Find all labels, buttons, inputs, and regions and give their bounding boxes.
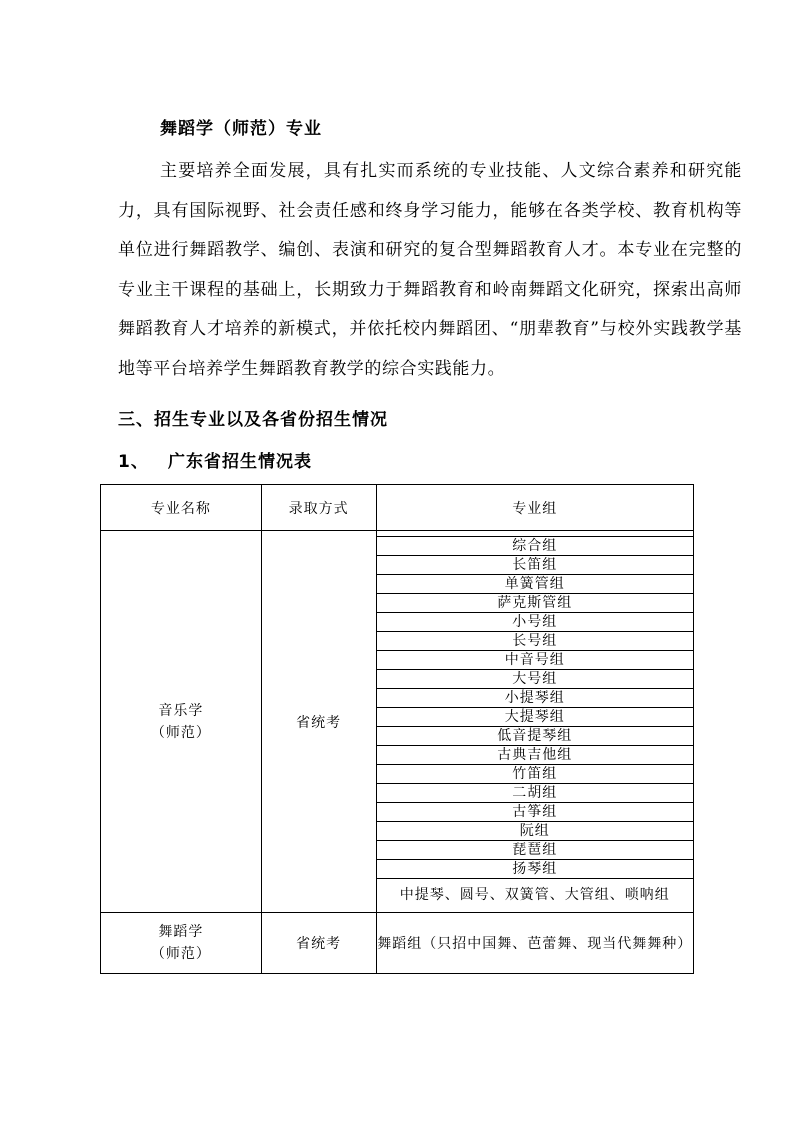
list-item: 大号组	[377, 670, 693, 689]
list-item: 古筝组	[377, 803, 693, 822]
major-group-cell: 舞蹈组（只招中国舞、芭蕾舞、现当代舞舞种）	[376, 913, 693, 974]
list-item: 单簧管组	[377, 575, 693, 594]
table-row	[101, 531, 694, 913]
list-item: 二胡组	[377, 784, 693, 803]
list-item: 萨克斯管组	[377, 594, 693, 613]
major-name: 音乐学	[158, 702, 204, 719]
table-header-row	[101, 485, 694, 531]
list-item: 扬琴组	[377, 860, 693, 879]
major-name-suffix: （师范）	[150, 724, 211, 741]
major-heading: 舞蹈学（师范）专业	[160, 119, 322, 139]
admission-table	[100, 484, 694, 974]
list-item: 阮组	[377, 822, 693, 841]
major-name-cell	[101, 531, 262, 913]
section-heading: 三、招生专业以及各省份招生情况	[118, 410, 388, 430]
list-item: 中音号组	[377, 651, 693, 670]
list-item: 竹笛组	[377, 765, 693, 784]
major-group-cell	[376, 531, 693, 913]
sub-heading-text: 广东省招生情况表	[168, 452, 312, 472]
major-name-suffix: （师范）	[150, 946, 211, 962]
header-admission-method: 录取方式	[261, 485, 376, 531]
sub-heading-number: 1、	[118, 452, 149, 472]
major-description: 主要培养全面发展，具有扎实而系统的专业技能、人文综合素养和研究能力，具有国际视野、社会责任感和终身学习能力，能够在各类学校、教育机构等单位进行舞蹈教学、编创、表演和研究的复合型舞蹈教育人才。本专业在完整的专业主干课程的基础上，长期致力于舞蹈教育和岭南舞蹈文化研究，探索出高师舞蹈教育人才培养的新模式，并依托校内舞蹈团、“朋辈教育”与校外实践教学基地等平台培养学生舞蹈教育教学的综合实践能力。	[118, 161, 742, 379]
major-name: 舞蹈学	[158, 924, 204, 940]
admission-method-cell: 省统考	[261, 913, 376, 974]
sub-heading	[118, 447, 312, 472]
major-name-cell	[101, 913, 262, 974]
list-item: 古典吉他组	[377, 746, 693, 765]
list-item: 琵琶组	[377, 841, 693, 860]
list-item: 综合组	[377, 537, 693, 556]
list-item: 长号组	[377, 632, 693, 651]
list-item: 大提琴组	[377, 708, 693, 727]
list-item: 小提琴组	[377, 689, 693, 708]
table-row	[101, 913, 694, 974]
group-list	[377, 537, 693, 912]
admission-method-cell: 省统考	[261, 531, 376, 913]
list-item: 低音提琴组	[377, 727, 693, 746]
list-item: 小号组	[377, 613, 693, 632]
list-item: 长笛组	[377, 556, 693, 575]
header-major-group: 专业组	[376, 485, 693, 531]
list-item: 中提琴、圆号、双簧管、大管组、唢呐组	[399, 887, 670, 903]
header-major-name: 专业名称	[101, 485, 262, 531]
